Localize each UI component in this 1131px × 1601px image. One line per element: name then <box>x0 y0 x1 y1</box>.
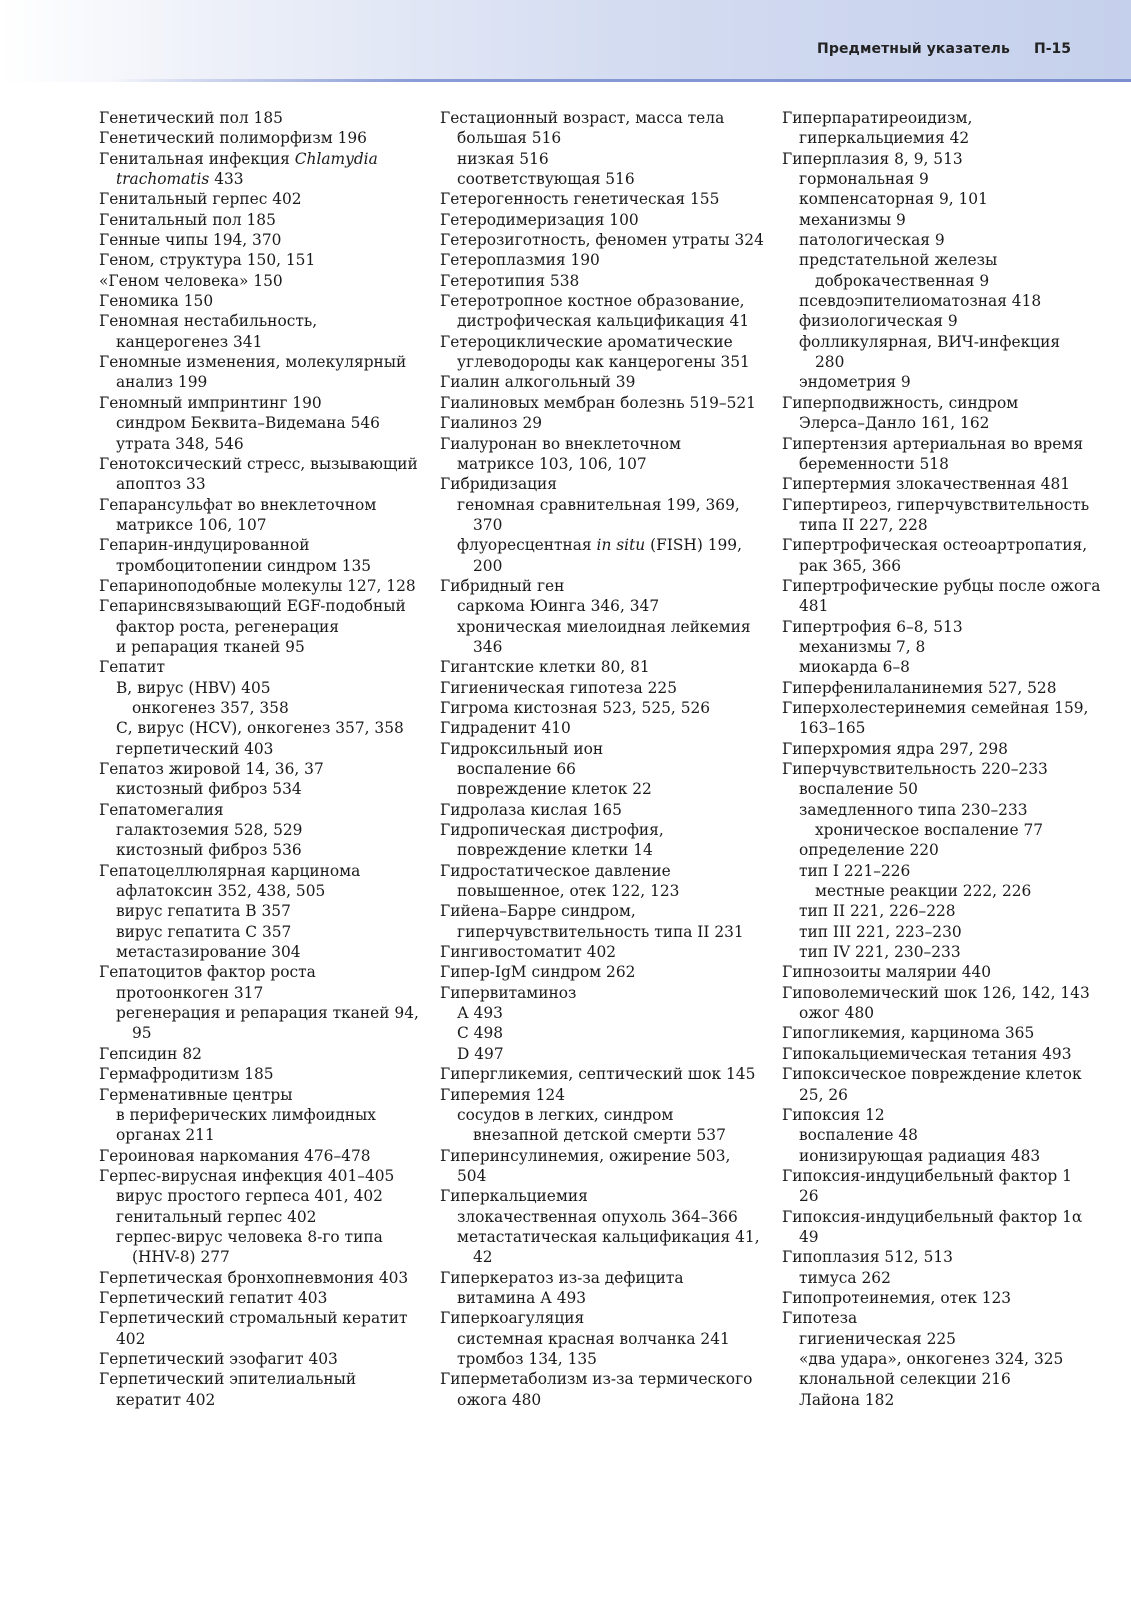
index-subentry: внезапной детской смерти 537 <box>473 1126 726 1145</box>
index-subentry: гиперкальциемия 42 <box>799 129 970 148</box>
index-entry: Гиалуронан во внеклеточном <box>440 434 681 453</box>
index-subentry: утрата 348, 546 <box>116 434 244 453</box>
index-subentry: А 493 <box>457 1004 503 1023</box>
index-subentry: Элерса–Данло 161, 162 <box>799 414 990 433</box>
index-subentry: вирус простого герпеса 401, 402 <box>116 1187 383 1206</box>
index-entry: Гепарин-индуцированной <box>99 536 310 555</box>
index-entry: Гетерозиготность, феномен утраты 324 <box>440 231 764 250</box>
index-subentry: канцерогенез 341 <box>116 332 263 351</box>
index-entry: Гигантские клетки 80, 81 <box>440 658 650 677</box>
index-subentry: в периферических лимфоидных <box>116 1105 376 1124</box>
index-subentry: Лайона 182 <box>799 1390 895 1409</box>
index-entry: Герпетическая бронхопневмония 403 <box>99 1268 409 1287</box>
index-entry: Гипертензия артериальная во время <box>782 434 1084 453</box>
index-subentry: соответствующая 516 <box>457 170 635 189</box>
index-entry: Гипоксия-индуцибельный фактор 1 <box>782 1166 1072 1185</box>
index-subentry: С, вирус (HCV), онкогенез 357, 358 <box>116 719 404 738</box>
index-subentry: фактор роста, регенерация <box>116 617 339 636</box>
index-entry: Гиперкератоз из-за дефицита <box>440 1268 684 1287</box>
index-subentry: вирус гепатита С 357 <box>116 922 292 941</box>
index-subentry: рак 365, 366 <box>799 556 902 575</box>
index-subentry: низкая 516 <box>457 149 549 168</box>
index-entry: Герпетический стромальный кератит <box>99 1309 408 1328</box>
index-subentry: анализ 199 <box>116 373 208 392</box>
index-entry: Генетический полиморфизм 196 <box>99 129 367 148</box>
index-entry: Гермафродитизм 185 <box>99 1065 274 1084</box>
index-entry: Гиперфенилаланинемия 527, 528 <box>782 678 1057 697</box>
index-entry: Гепарансульфат во внеклеточном <box>99 495 377 514</box>
index-entry: Гипертиреоз, гиперчувствительность <box>782 495 1090 514</box>
index-subentry: хроническое воспаление 77 <box>815 821 1044 840</box>
index-subentry: определение 220 <box>799 841 939 860</box>
index-subentry: тип I 221–226 <box>799 861 911 880</box>
index-column-1 <box>99 108 417 1410</box>
index-subentry: «два удара», онкогенез 324, 325 <box>799 1349 1064 1368</box>
index-entry: Герпетический гепатит 403 <box>99 1288 328 1307</box>
index-entry: Гепаринсвязывающий EGF-подобный <box>99 597 406 616</box>
index-subentry: 95 <box>132 1024 152 1043</box>
index-entry: Гипервитаминоз <box>440 983 577 1002</box>
index-subentry: trachomatis 433 <box>116 170 244 189</box>
index-entry: Геном, структура 150, 151 <box>99 251 316 270</box>
index-subentry: сосудов в легких, синдром <box>457 1105 674 1124</box>
index-subentry: кистозный фиброз 534 <box>116 780 302 799</box>
index-subentry: гормональная 9 <box>799 170 929 189</box>
index-entry: Гипертрофическая остеоартропатия, <box>782 536 1088 555</box>
index-entry: Гиперемия 124 <box>440 1085 565 1104</box>
index-subentry: 481 <box>799 597 829 616</box>
index-entry: Гипоксия 12 <box>782 1105 885 1124</box>
index-subentry: органах 211 <box>116 1126 215 1145</box>
index-subentry: фолликулярная, ВИЧ-инфекция <box>799 332 1061 351</box>
index-subentry: механизмы 7, 8 <box>799 637 926 656</box>
index-entry: Геномный импринтинг 190 <box>99 393 322 412</box>
index-entry: Гипоксия-индуцибельный фактор 1α <box>782 1207 1083 1226</box>
index-subentry: (HHV-8) 277 <box>132 1248 230 1267</box>
index-subentry: доброкачественная 9 <box>815 271 990 290</box>
index-entry: Гидростатическое давление <box>440 861 671 880</box>
index-subentry: 370 <box>473 515 503 534</box>
index-entry: Гиалиноз 29 <box>440 414 543 433</box>
index-entry: Гипоплазия 512, 513 <box>782 1248 953 1267</box>
index-subentry: 280 <box>815 353 845 372</box>
index-subentry: псевдоэпителиоматозная 418 <box>799 292 1042 311</box>
index-subentry: углеводороды как канцерогены 351 <box>457 353 750 372</box>
index-entry: Гиперметаболизм из-за термического <box>440 1370 753 1389</box>
index-subentry: герпес-вирус человека 8-го типа <box>116 1227 383 1246</box>
index-subentry: D 497 <box>457 1044 504 1063</box>
index-subentry: гиперчувствительность типа II 231 <box>457 922 744 941</box>
index-subentry: галактоземия 528, 529 <box>116 821 303 840</box>
index-entry: Гидропическая дистрофия, <box>440 821 664 840</box>
index-entry: Гипер-IgM синдром 262 <box>440 963 636 982</box>
index-entry: Гепатит <box>99 658 166 677</box>
index-subentry: 49 <box>799 1227 819 1246</box>
index-subentry: и репарация тканей 95 <box>116 637 305 656</box>
index-entry: Гестационный возраст, масса тела <box>440 109 725 127</box>
index-entry: Гепариноподобные молекулы 127, 128 <box>99 576 416 595</box>
header-rule <box>110 79 1131 82</box>
index-entry: Гипергликемия, септический шок 145 <box>440 1065 756 1084</box>
index-subentry: 163–165 <box>799 719 866 738</box>
index-entry: Гиперхолестеринемия семейная 159, <box>782 698 1089 717</box>
index-entry: Геномные изменения, молекулярный <box>99 353 407 372</box>
index-subentry: ожог 480 <box>799 1004 875 1023</box>
index-subentry: 504 <box>457 1166 487 1185</box>
index-entry: Гиперкальциемия <box>440 1187 588 1206</box>
index-entry: Гингивостоматит 402 <box>440 943 617 962</box>
index-entry: Гиалиновых мембран болезнь 519–521 <box>440 393 756 412</box>
index-subentry: воспаление 66 <box>457 760 576 778</box>
index-entry: Геномика 150 <box>99 292 214 311</box>
index-entry: Гиперподвижность, синдром <box>782 393 1019 412</box>
index-subentry: тромбоз 134, 135 <box>457 1349 597 1368</box>
page-number: П-15 <box>1033 41 1071 57</box>
index-subentry: генитальный герпес 402 <box>116 1207 317 1226</box>
index-entry: Гибридизация <box>440 475 557 494</box>
index-subentry: саркома Юинга 346, 347 <box>457 597 660 616</box>
index-subentry: протоонкоген 317 <box>116 983 264 1002</box>
index-subentry: воспаление 50 <box>799 780 918 799</box>
index-entry: Генетический пол 185 <box>99 109 283 127</box>
index-subentry: 346 <box>473 637 503 656</box>
index-entry: Гипогликемия, карцинома 365 <box>782 1024 1035 1043</box>
index-subentry: предстательной железы <box>799 251 998 270</box>
index-entry: Гетеротипия 538 <box>440 271 580 290</box>
index-entry: Гипертрофия 6–8, 513 <box>782 617 963 636</box>
index-subentry: матриксе 106, 107 <box>116 515 267 534</box>
index-subentry: 25, 26 <box>799 1085 848 1104</box>
index-subentry: синдром Беквита–Видемана 546 <box>116 414 380 433</box>
index-entry: Гибридный ген <box>440 576 565 595</box>
index-entry: Гипоксическое повреждение клеток <box>782 1065 1082 1084</box>
index-subentry: тип III 221, 223–230 <box>799 922 962 941</box>
index-subentry: замедленного типа 230–233 <box>799 800 1028 819</box>
index-subentry: кистозный фиброз 536 <box>116 841 302 860</box>
index-subentry: эндометрия 9 <box>799 373 911 392</box>
index-subentry: тимуса 262 <box>799 1268 891 1287</box>
index-subentry: афлатоксин 352, 438, 505 <box>116 882 326 901</box>
index-entry: Гиалин алкогольный 39 <box>440 373 636 392</box>
index-subentry: С 498 <box>457 1024 504 1043</box>
index-subentry: метастатическая кальцификация 41, <box>457 1227 760 1246</box>
index-subentry: большая 516 <box>457 129 562 148</box>
index-entry: Герпес-вирусная инфекция 401–405 <box>99 1166 395 1185</box>
index-subentry: системная красная волчанка 241 <box>457 1329 730 1348</box>
index-entry: Гепатоз жировой 14, 36, 37 <box>99 760 324 778</box>
index-entry: Гипертермия злокачественная 481 <box>782 475 1071 494</box>
running-head-title: Предметный указатель <box>817 41 1010 57</box>
index-subentry: гигиеническая 225 <box>799 1329 956 1348</box>
index-entry: Гетероплазмия 190 <box>440 251 600 270</box>
index-subentry: злокачественная опухоль 364–366 <box>457 1207 738 1226</box>
index-entry: Гиповолемический шок 126, 142, 143 <box>782 983 1090 1002</box>
index-subentry: В, вирус (HBV) 405 <box>116 678 271 697</box>
index-entry: Геномная нестабильность, <box>99 312 318 331</box>
index-subentry: патологическая 9 <box>799 231 945 250</box>
index-entry: Гиперплазия 8, 9, 513 <box>782 149 963 168</box>
latin-term: Chlamydia <box>294 149 378 168</box>
index-subentry: беременности 518 <box>799 454 949 473</box>
index-subentry: онкогенез 357, 358 <box>132 698 289 717</box>
index-subentry: кератит 402 <box>116 1390 216 1409</box>
index-entry: Гетеротропное костное образование, <box>440 292 745 311</box>
index-entry: Гиперчувствительность 220–233 <box>782 760 1048 778</box>
index-subentry: регенерация и репарация тканей 94, <box>116 1004 419 1023</box>
index-subentry: 402 <box>116 1329 146 1348</box>
index-subentry: тип II 221, 226–228 <box>799 902 956 921</box>
index-entry: Гийена–Барре синдром, <box>440 902 636 921</box>
index-entry: Гиперинсулинемия, ожирение 503, <box>440 1146 731 1165</box>
index-subentry: матриксе 103, 106, 107 <box>457 454 647 473</box>
index-subentry: местные реакции 222, 226 <box>815 882 1032 901</box>
index-entry: Гидраденит 410 <box>440 719 571 738</box>
index-entry: Гидролаза кислая 165 <box>440 800 622 819</box>
index-subentry: 26 <box>799 1187 819 1206</box>
index-subentry: тип IV 221, 230–233 <box>799 943 961 962</box>
index-entry: Гигрома кистозная 523, 525, 526 <box>440 698 711 717</box>
index-entry: Гиперкоагуляция <box>440 1309 585 1328</box>
index-entry: Гипопротеинемия, отек 123 <box>782 1288 1012 1307</box>
latin-term: in situ <box>596 536 646 555</box>
index-subentry: повреждение клетки 14 <box>457 841 653 860</box>
index-subentry: повышенное, отек 122, 123 <box>457 882 680 901</box>
index-entry: Герпетический эзофагит 403 <box>99 1349 338 1368</box>
index-entry: Гепатоцитов фактор роста <box>99 963 316 982</box>
index-entry: Гипокальциемическая тетания 493 <box>782 1044 1072 1063</box>
index-subentry: миокарда 6–8 <box>799 658 910 677</box>
index-subentry: тромбоцитопении синдром 135 <box>116 556 372 575</box>
latin-term: trachomatis <box>116 170 210 189</box>
index-entry: Гипотеза <box>782 1309 858 1328</box>
index-subentry: дистрофическая кальцификация 41 <box>457 312 750 331</box>
index-entry: Герпетический эпителиальный <box>99 1370 357 1389</box>
index-entry: Генитальный герпес 402 <box>99 190 302 209</box>
running-head <box>817 38 1071 60</box>
index-entry: Гепатоцеллюлярная карцинома <box>99 861 361 880</box>
index-subentry: типа II 227, 228 <box>799 515 928 534</box>
index-subentry: повреждение клеток 22 <box>457 780 652 799</box>
index-entry: Гигиеническая гипотеза 225 <box>440 678 677 697</box>
index-entry: Генные чипы 194, 370 <box>99 231 282 250</box>
index-column-3 <box>782 108 1112 1410</box>
index-entry: Герменативные центры <box>99 1085 293 1104</box>
index-entry: Гиперпаратиреоидизм, <box>782 109 973 127</box>
index-entry: Генитальный пол 185 <box>99 210 276 229</box>
index-subentry: геномная сравнительная 199, 369, <box>457 495 740 514</box>
index-subentry: механизмы 9 <box>799 210 906 229</box>
index-subentry: апоптоз 33 <box>116 475 206 494</box>
index-subentry: флуоресцентная in situ (FISH) 199, <box>457 536 742 555</box>
index-entry: Гетеродимеризация 100 <box>440 210 639 229</box>
index-subentry: герпетический 403 <box>116 739 274 758</box>
index-subentry: витамина А 493 <box>457 1288 587 1307</box>
index-entry: Гипнозоиты малярии 440 <box>782 963 992 982</box>
index-subentry: ожога 480 <box>457 1390 542 1409</box>
index-entry: Гидроксильный ион <box>440 739 604 758</box>
index-entry: Гиперхромия ядра 297, 298 <box>782 739 1008 758</box>
index-entry: Гепатомегалия <box>99 800 224 819</box>
index-subentry: воспаление 48 <box>799 1126 918 1145</box>
index-entry: Гетероциклические ароматические <box>440 332 733 351</box>
index-subentry: вирус гепатита В 357 <box>116 902 291 921</box>
index-subentry: физиологическая 9 <box>799 312 958 331</box>
index-subentry: клональной селекции 216 <box>799 1370 1011 1389</box>
index-subentry: метастазирование 304 <box>116 943 301 962</box>
index-entry: Генитальная инфекция Chlamydia <box>99 149 378 168</box>
index-subentry: компенсаторная 9, 101 <box>799 190 988 209</box>
index-subentry: 200 <box>473 556 503 575</box>
index-entry: Гипертрофические рубцы после ожога <box>782 576 1101 595</box>
index-entry: Гетерогенность генетическая 155 <box>440 190 720 209</box>
index-subentry: 42 <box>473 1248 493 1267</box>
index-entry: «Геном человека» 150 <box>99 271 283 290</box>
index-subentry: хроническая миелоидная лейкемия <box>457 617 751 636</box>
index-entry: Героиновая наркомания 476–478 <box>99 1146 371 1165</box>
index-subentry: ионизирующая радиация 483 <box>799 1146 1041 1165</box>
index-entry: Генотоксический стресс, вызывающий <box>99 454 418 473</box>
index-entry: Гепсидин 82 <box>99 1044 202 1063</box>
index-column-2 <box>440 108 764 1410</box>
